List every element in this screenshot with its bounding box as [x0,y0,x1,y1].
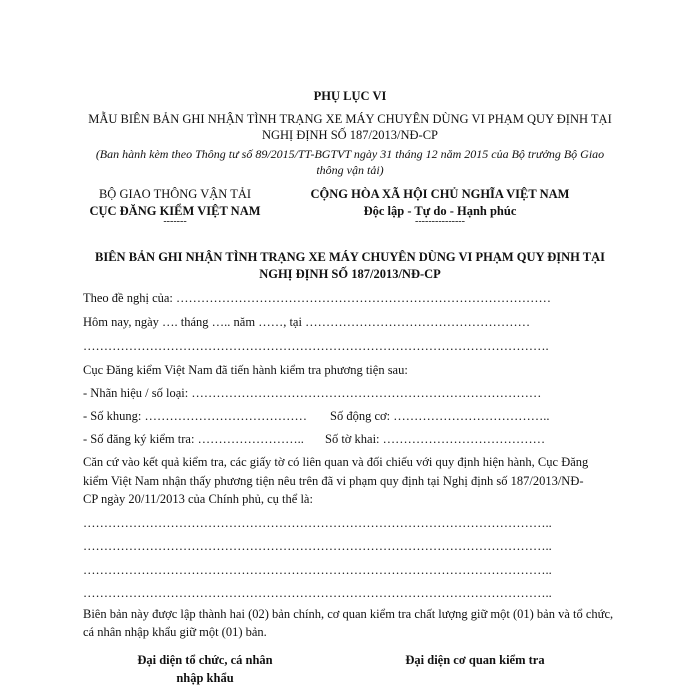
ministry-name: BỘ GIAO THÔNG VẬN TẢI [98,187,252,201]
blank-line: ………………………………………………………………………………………………….. [83,563,552,577]
signature-right: Đại diện cơ quan kiểm tra [405,653,545,667]
basis-line-3: CP ngày 20/11/2013 của Chính phủ, cụ thể là: [83,492,313,506]
closing-line-2: cá nhân nhập khẩu giữ một (01) bản. [83,625,267,639]
appendix-subtitle-line2: NGHỊ ĐỊNH SỐ 187/2013/NĐ-CP [261,128,439,142]
appendix-note-line2: thông vận tải) [316,163,384,177]
dotted-line: …………………………………………………………………………………………………. [83,339,549,353]
basis-line-1: Căn cứ vào kết quả kiểm tra, các giấy tờ có liên quan và đối chiếu với quy định hiện hành, Cục Đăng [83,455,589,469]
brand-model-line: - Nhãn hiệu / số loại: ………………………………………………………………………… [83,386,542,400]
department-name: CỤC ĐĂNG KIỂM VIỆT NAM [89,204,261,218]
signature-left-line2: nhập khẩu [176,671,234,685]
national-motto: Độc lập - Tự do - Hạnh phúc [363,204,517,218]
basis-line-2: kiểm Việt Nam nhận thấy phương tiện nêu trên đã vi phạm quy định tại Nghị định số 187/2013/NĐ- [83,474,584,488]
report-title-line1: BIÊN BẢN GHI NHẬN TÌNH TRẠNG XE MÁY CHUYÊN DÙNG VI PHẠM QUY ĐỊNH TẠI [95,250,605,264]
date-place-line: Hôm nay, ngày …. tháng ….. năm ……, tại ……………………………………………… [83,315,531,329]
blank-line: ………………………………………………………………………………………………….. [83,539,552,553]
declaration-number-line: Số tờ khai: ………………………………… [325,432,546,446]
appendix-title: PHỤ LỤC VI [313,89,387,103]
registration-number-line: - Số đăng ký kiểm tra: …………………….. [83,432,304,446]
country-name: CỘNG HÒA XÃ HỘI CHỦ NGHĨA VIỆT NAM [310,187,570,201]
frame-number-line: - Số khung: ………………………………… [83,409,307,423]
left-header-dash: ------- [163,216,187,227]
engine-number-line: Số động cơ: ……………………………….. [330,409,550,423]
blank-line: ………………………………………………………………………………………………….. [83,516,552,530]
blank-line: ………………………………………………………………………………………………….. [83,586,552,600]
proposal-line: Theo đề nghị của: ……………………………………………………………………………… [83,291,552,305]
closing-line-1: Biên bản này được lập thành hai (02) bản chính, cơ quan kiểm tra chất lượng giữ một (01) bản và tổ chức, [83,607,614,621]
right-header-dash: --------------- [415,216,465,227]
appendix-note-line1: (Ban hành kèm theo Thông tư số 89/2015/TT-BGTVT ngày 31 tháng 12 năm 2015 của Bộ trưởng Bộ Giao [95,147,605,161]
inspection-intro: Cục Đăng kiểm Việt Nam đã tiến hành kiểm tra phương tiện sau: [83,363,408,377]
report-title-line2: NGHỊ ĐỊNH SỐ 187/2013/NĐ-CP [259,267,441,281]
signature-left-line1: Đại diện tổ chức, cá nhân [137,653,273,667]
appendix-subtitle-line1: MẪU BIÊN BẢN GHI NHẬN TÌNH TRẠNG XE MÁY CHUYÊN DÙNG VI PHẠM QUY ĐỊNH TẠI [88,112,612,126]
